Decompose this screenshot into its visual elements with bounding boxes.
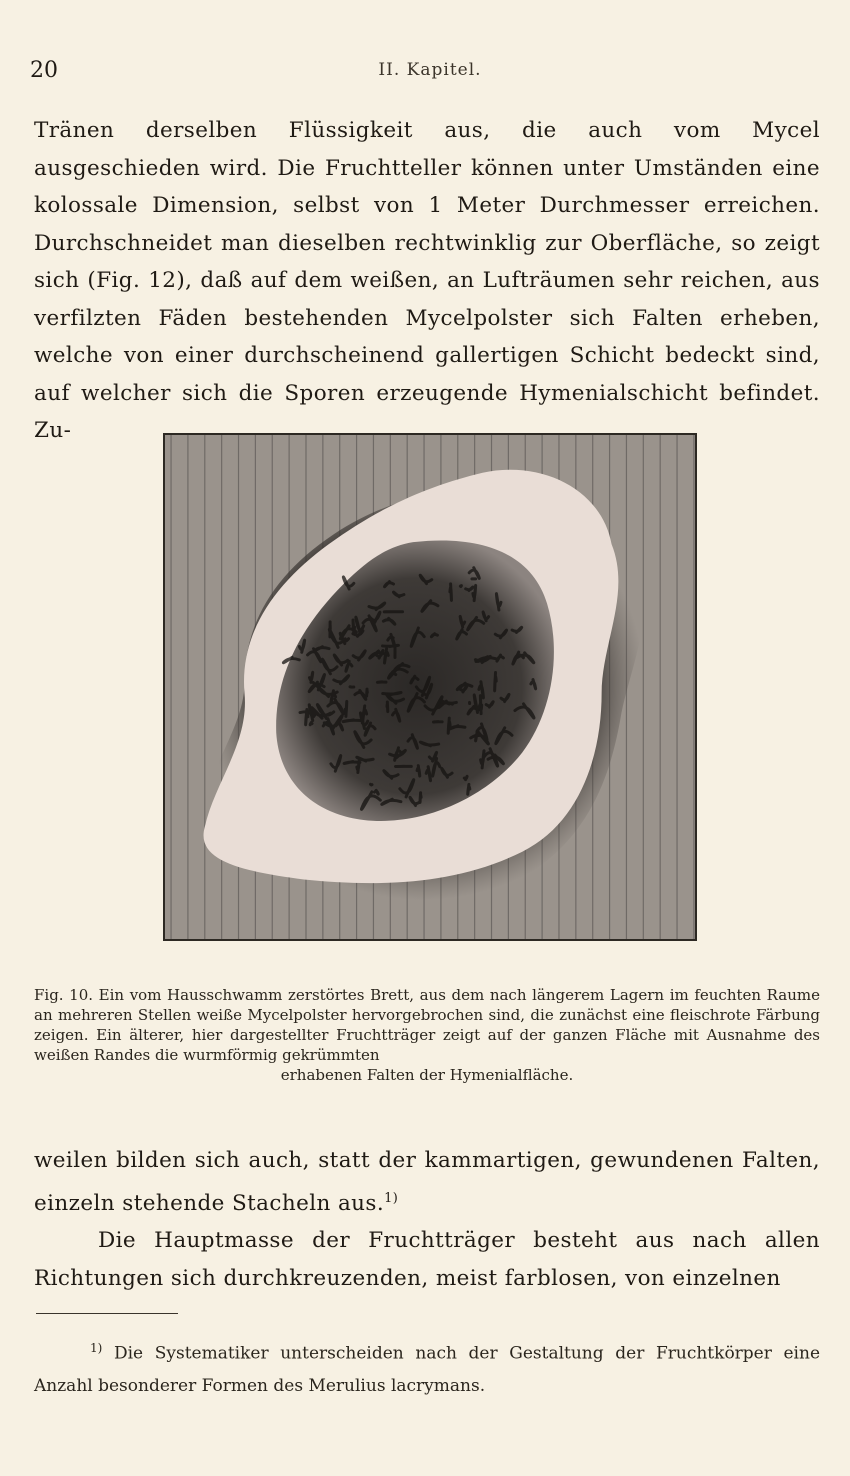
body-paragraph-1: Tränen derselben Flüssigkeit aus, die auch vom Mycel ausgeschieden wird. Die Fruchtteller können unter Umständen eine kolossale Dimension, selbst von 1 Meter Durchmesser erreichen. Durchschneidet man dieselben rechtwinklig zur Oberfläche, so zeigt sich (Fig. 12), daß auf dem weißen, an Lufträumen sehr reichen, aus verfilzten Fäden bestehenden Mycelpolster sich Falten erheben, welche von einer durchscheinend gallertigen Schicht bedeckt sind, auf welcher sich die Sporen erzeugende Hymenialschicht befindet. Zu- <box>34 118 820 443</box>
hymenial-fold <box>450 584 452 601</box>
fungus-board-illustration <box>165 435 695 939</box>
hymenial-fold <box>495 672 497 690</box>
hymenial-fold <box>387 702 388 712</box>
caption-figure-number: Fig. 10. <box>34 986 94 1004</box>
hymenial-fold <box>464 776 467 779</box>
page-header <box>30 58 830 88</box>
hymenial-fold <box>382 645 398 646</box>
footnote-text: Die Systematiker unterscheiden nach der Gestaltung der Fruchtkörper eine Anzahl besonderer Formen des Merulius lacrymans. <box>34 1343 821 1396</box>
running-head: II. Kapitel. <box>378 60 482 80</box>
caption-last-line: erhabenen Falten der Hymenialfläche. <box>280 1066 574 1084</box>
paragraph-2-line-1: weilen bilden sich auch, statt der kammartigen, gewundenen Falten, einzeln stehende Stacheln aus. <box>34 1148 820 1216</box>
caption-text: Ein vom Hausschwamm zerstörtes Brett, aus dem nach längerem Lagern im feuchten Raume an mehreren Stellen weiße Mycelpolster hervorgebrochen sind, die zunächst eine fleischrote Färbung zeigen. Ein älterer, hier dargestellter Fruchtträger zeigt auf der ganzen Fläche mit Ausnahme des weißen Randes die wurmförmig gekrümmten <box>34 986 820 1064</box>
figure-illustration <box>163 433 697 941</box>
hymenial-fold <box>310 723 312 725</box>
hymenial-fold <box>353 620 355 633</box>
paragraph-2-line-2: Die Hauptmasse der Fruchtträger besteht aus nach allen Richtungen sich durchkreuzenden, meist farblosen, von einzelnen <box>34 1228 820 1291</box>
hymenial-fold <box>345 701 347 716</box>
footnote-rule <box>36 1313 178 1314</box>
page-number: 20 <box>30 58 58 83</box>
figure-caption <box>34 985 820 1085</box>
hymenial-fold <box>460 586 461 587</box>
hymenial-fold <box>370 784 372 785</box>
hymenial-fold <box>367 689 368 696</box>
footnote-reference[interactable]: 1) <box>384 1190 399 1206</box>
body-paragraph-2 <box>34 1142 820 1297</box>
footnote-marker: 1) <box>90 1341 103 1355</box>
footnote <box>34 1332 820 1402</box>
hymenial-fold <box>343 720 362 722</box>
hymenial-fold <box>448 718 450 733</box>
